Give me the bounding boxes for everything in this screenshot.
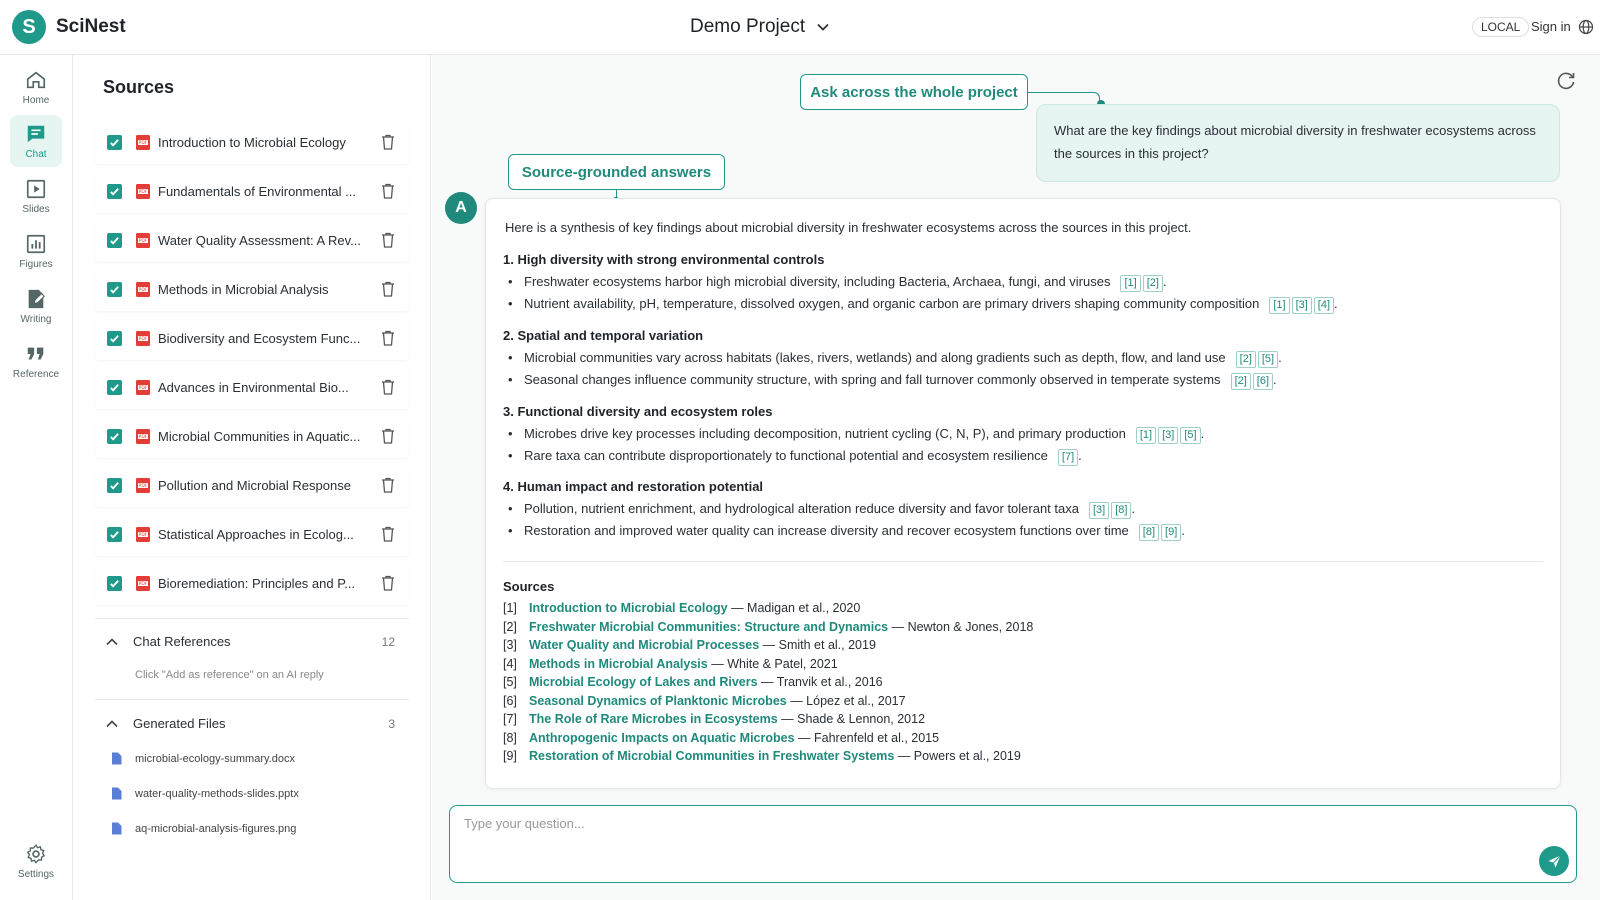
svg-text:PDF: PDF	[138, 385, 148, 391]
chevron-up-icon	[105, 635, 119, 649]
reference-item: [2] Freshwater Microbial Communities: Structure and Dynamics — Newton & Jones, 2018	[503, 619, 1034, 634]
answer-sources-title: Sources	[503, 579, 555, 594]
source-name: Microbial Communities in Aquatic...	[158, 428, 361, 444]
rail-item-home[interactable]: Home	[10, 61, 62, 113]
reference-item: [3] Water Quality and Microbial Processes — Smith et al., 2019	[503, 638, 876, 652]
chevron-down-icon	[815, 19, 831, 35]
reference-item: [5] Microbial Ecology of Lakes and Rivers — Tranvik et al., 2016	[503, 675, 883, 689]
chat-references-toggle[interactable]: Chat References 12	[105, 634, 395, 649]
source-name: Statistical Approaches in Ecolog...	[158, 526, 354, 542]
pdf-icon	[135, 428, 151, 445]
pdf-icon	[135, 232, 151, 249]
answer-section	[503, 401, 1543, 467]
rail-item-reference[interactable]: Reference	[10, 335, 62, 387]
divider	[95, 618, 409, 619]
pdf-icon	[135, 281, 151, 298]
assistant-avatar: A	[445, 192, 477, 224]
pdf-icon	[135, 575, 151, 592]
project-selector[interactable]	[690, 16, 831, 38]
trash-icon[interactable]	[381, 281, 395, 297]
chat-references-count: 12	[381, 634, 395, 649]
section-title: 1. High diversity with strong environmental controls	[503, 252, 825, 267]
reference-link[interactable]: Restoration of Microbial Communities in Freshwater Systems	[529, 749, 895, 763]
section-title: 4. Human impact and restoration potential	[503, 479, 764, 494]
citation-chip[interactable]: [8]	[1139, 524, 1159, 541]
slides-icon	[25, 178, 47, 200]
trash-icon[interactable]	[381, 134, 395, 150]
reference-item: [8] Anthropogenic Impacts on Aquatic Microbes — Fahrenfeld et al., 2015	[503, 730, 940, 745]
chevron-up-icon	[105, 717, 119, 731]
source-item[interactable]	[95, 267, 409, 311]
quote-icon	[25, 343, 47, 365]
file-icon	[111, 752, 122, 765]
source-checkbox[interactable]	[107, 478, 122, 493]
source-name: Advances in Environmental Bio...	[158, 379, 349, 395]
pdf-icon	[135, 526, 151, 543]
source-item[interactable]	[95, 365, 409, 409]
generated-file[interactable]: microbial-ecology-summary.docx	[111, 752, 295, 765]
trash-icon[interactable]	[381, 526, 395, 542]
answer-bullet: • Rare taxa can contribute disproportionately to functional potential and ecosystem resilience [7] .	[503, 445, 1543, 467]
rail-item-chat[interactable]: Chat	[10, 115, 62, 167]
reference-link[interactable]: The Role of Rare Microbes in Ecosystems	[529, 712, 778, 726]
send-button[interactable]	[1539, 846, 1569, 876]
svg-text:PDF: PDF	[138, 189, 148, 195]
svg-text:PDF: PDF	[138, 336, 148, 342]
pdf-icon	[135, 134, 151, 151]
generated-file[interactable]: aq-microbial-analysis-figures.png	[111, 822, 296, 835]
source-checkbox[interactable]	[107, 527, 122, 542]
answer-bullet: • Microbial communities vary across habitats (lakes, rivers, wetlands) and along gradients such as depth, flow, and land use [2] [5] .	[503, 347, 1543, 369]
answer-bullet: • Seasonal changes influence community structure, with spring and fall turnover commonly observed in temperate systems [2] [6] .	[503, 369, 1543, 391]
send-icon	[1547, 854, 1562, 869]
source-item[interactable]	[95, 218, 409, 262]
file-icon	[111, 787, 122, 800]
answer-section	[503, 249, 1543, 315]
rail-item-figures[interactable]: Figures	[10, 225, 62, 277]
answer-section	[503, 476, 1543, 542]
answer-section	[503, 325, 1543, 391]
divider	[503, 561, 1543, 562]
top-bar	[0, 0, 1600, 55]
source-checkbox[interactable]	[107, 576, 122, 591]
pdf-icon	[135, 330, 151, 347]
pdf-icon	[135, 379, 151, 396]
svg-text:PDF: PDF	[138, 581, 148, 587]
logo[interactable]: S	[12, 10, 46, 44]
callout-connector	[1028, 92, 1100, 104]
reference-link[interactable]: Anthropogenic Impacts on Aquatic Microbes	[529, 730, 795, 745]
app-name: SciNest	[56, 16, 126, 37]
trash-icon[interactable]	[381, 183, 395, 199]
answer-bullet: • Microbes drive key processes including decomposition, nutrient cycling (C, N, P), and primary production [1] [3] [5] .	[503, 423, 1543, 445]
chat-references-hint: Click "Add as reference" on an AI reply	[135, 669, 324, 681]
trash-icon[interactable]	[381, 330, 395, 346]
source-item[interactable]	[95, 561, 409, 605]
source-checkbox[interactable]	[107, 184, 122, 199]
citation-chip[interactable]: [2]	[1231, 373, 1251, 390]
source-checkbox[interactable]	[107, 380, 122, 395]
citation-chip[interactable]: [2]	[1236, 351, 1256, 368]
svg-text:PDF: PDF	[138, 532, 148, 538]
svg-text:PDF: PDF	[138, 238, 148, 244]
source-name: Introduction to Microbial Ecology	[158, 134, 346, 150]
reference-item: [6] Seasonal Dynamics of Planktonic Microbes — López et al., 2017	[503, 693, 906, 708]
reference-item: [1] Introduction to Microbial Ecology — Madigan et al., 2020	[503, 601, 861, 615]
question-input[interactable]	[464, 816, 1464, 831]
sources-list	[95, 120, 409, 610]
source-item[interactable]	[95, 512, 409, 556]
reference-link[interactable]: Methods in Microbial Analysis	[529, 656, 708, 671]
reference-link[interactable]: Seasonal Dynamics of Planktonic Microbes	[529, 693, 787, 708]
citation-chip[interactable]: [1]	[1136, 427, 1156, 444]
generated-files-count: 3	[388, 716, 395, 731]
reference-link[interactable]: Microbial Ecology of Lakes and Rivers	[529, 675, 758, 689]
rail-item-slides[interactable]: Slides	[10, 170, 62, 222]
source-checkbox[interactable]	[107, 429, 122, 444]
citation-chip[interactable]: [6]	[1253, 373, 1273, 390]
source-name: Water Quality Assessment: A Rev...	[158, 232, 361, 248]
file-icon	[111, 822, 122, 835]
svg-text:PDF: PDF	[138, 483, 148, 489]
gear-icon	[25, 843, 47, 865]
pdf-icon	[135, 183, 151, 200]
reference-item: [9] Restoration of Microbial Communities in Freshwater Systems — Powers et al., 2019	[503, 749, 1021, 763]
citation-chip[interactable]: [3]	[1158, 427, 1178, 444]
callout-source-grounded: Source-grounded answers	[508, 154, 725, 190]
refresh-icon[interactable]	[1555, 70, 1577, 92]
pdf-icon	[135, 477, 151, 494]
sources-panel	[73, 55, 431, 900]
source-item[interactable]	[95, 120, 409, 164]
citation-chip[interactable]: [5]	[1180, 427, 1200, 444]
user-message: What are the key findings about microbial diversity in freshwater ecosystems across the sources in this project?	[1036, 104, 1560, 182]
generated-file[interactable]: water-quality-methods-slides.pptx	[111, 787, 299, 800]
source-item[interactable]	[95, 316, 409, 360]
source-checkbox[interactable]	[107, 135, 122, 150]
source-item[interactable]	[95, 169, 409, 213]
source-name: Methods in Microbial Analysis	[158, 281, 329, 297]
answer-intro: Here is a synthesis of key findings about microbial diversity in freshwater ecosystems across the sources in this project.	[505, 220, 1192, 235]
reference-link[interactable]: Water Quality and Microbial Processes	[529, 638, 760, 652]
answer-bullet: • Nutrient availability, pH, temperature, dissolved oxygen, and organic carbon are primary drivers shaping community composition [1] [3] [4] .	[503, 293, 1543, 315]
trash-icon[interactable]	[381, 575, 395, 591]
reference-item: [4] Methods in Microbial Analysis — White & Patel, 2021	[503, 656, 838, 671]
answer-sources-list	[503, 599, 1033, 766]
citation-chip[interactable]: [2]	[1143, 275, 1163, 292]
chat-icon	[25, 123, 47, 145]
citation-chip[interactable]: [3]	[1089, 502, 1109, 519]
citation-chip[interactable]: [4]	[1314, 297, 1334, 314]
answer-bullet: • Restoration and improved water quality can increase diversity and recover ecosystem functions over time [8] [9] .	[503, 520, 1543, 542]
citation-chip[interactable]: [8]	[1111, 502, 1131, 519]
citation-chip[interactable]: [7]	[1058, 449, 1078, 466]
trash-icon[interactable]	[381, 477, 395, 493]
icon-rail	[0, 55, 73, 900]
source-name: Bioremediation: Principles and P...	[158, 575, 356, 591]
trash-icon[interactable]	[381, 379, 395, 395]
answer-bullet: • Pollution, nutrient enrichment, and hydrological alteration reduce diversity and favor tolerant taxa [3] [8] .	[503, 498, 1543, 520]
section-title: 2. Spatial and temporal variation	[503, 328, 704, 343]
source-name: Biodiversity and Ecosystem Func...	[158, 330, 361, 346]
project-name: Demo Project	[690, 16, 806, 37]
source-checkbox[interactable]	[107, 233, 122, 248]
citation-chip[interactable]: [5]	[1258, 351, 1278, 368]
trash-icon[interactable]	[381, 232, 395, 248]
assistant-answer	[485, 198, 1561, 789]
source-checkbox[interactable]	[107, 282, 122, 297]
citation-chip[interactable]: [9]	[1161, 524, 1181, 541]
reference-link[interactable]: Freshwater Microbial Communities: Structure and Dynamics	[529, 619, 889, 634]
svg-text:PDF: PDF	[138, 287, 148, 293]
reference-link[interactable]: Introduction to Microbial Ecology	[529, 601, 728, 615]
rail-item-settings[interactable]: Settings	[10, 843, 62, 893]
home-icon	[25, 69, 47, 91]
section-title: 3. Functional diversity and ecosystem roles	[503, 404, 773, 419]
question-input-box	[449, 805, 1577, 883]
writing-icon	[25, 288, 47, 310]
svg-text:PDF: PDF	[138, 434, 148, 440]
source-checkbox[interactable]	[107, 331, 122, 346]
source-name: Fundamentals of Environmental ...	[158, 183, 356, 199]
citation-chip[interactable]: [1]	[1269, 297, 1289, 314]
globe-icon[interactable]	[1578, 19, 1594, 35]
sign-in-link[interactable]: Sign in	[1531, 19, 1571, 34]
reference-item: [7] The Role of Rare Microbes in Ecosystems — Shade & Lennon, 2012	[503, 712, 926, 726]
citation-chip[interactable]: [1]	[1120, 275, 1140, 292]
callout-ask-project: Ask across the whole project	[800, 74, 1028, 110]
sources-title: Sources	[103, 77, 175, 97]
rail-item-writing[interactable]: Writing	[10, 280, 62, 332]
source-name: Pollution and Microbial Response	[158, 477, 351, 493]
generated-files-toggle[interactable]: Generated Files 3	[105, 716, 395, 731]
trash-icon[interactable]	[381, 428, 395, 444]
source-item[interactable]	[95, 414, 409, 458]
citation-chip[interactable]: [3]	[1292, 297, 1312, 314]
svg-text:PDF: PDF	[138, 140, 148, 146]
figures-icon	[25, 233, 47, 255]
mode-badge: LOCAL	[1472, 17, 1529, 37]
source-item[interactable]	[95, 463, 409, 507]
answer-bullet: • Freshwater ecosystems harbor high microbial diversity, including Bacteria, Archaea, fungi, and viruses [1] [2] .	[503, 271, 1543, 293]
divider	[95, 699, 409, 700]
